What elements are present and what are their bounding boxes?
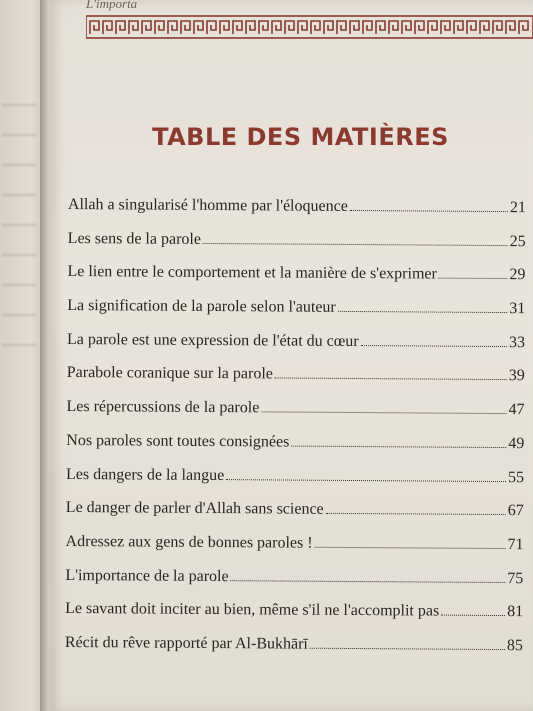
toc-entry (65, 567, 527, 604)
key-motif (259, 21, 268, 34)
toc-entry-label: L'importance de la parole (65, 566, 229, 585)
key-motif (467, 21, 476, 34)
toc-entry-page-number: 33 (508, 333, 526, 351)
toc-entry (65, 634, 527, 671)
key-motif (493, 21, 502, 34)
dot-leader (231, 580, 506, 583)
dot-leader (291, 445, 506, 448)
key-motif (415, 21, 424, 34)
dot-leader (275, 378, 507, 381)
toc-entry (66, 499, 528, 536)
key-motif (402, 21, 411, 34)
key-motif (272, 21, 281, 34)
toc-entry-label: Les dangers de la langue (65, 465, 225, 484)
toc-entry (66, 432, 528, 469)
greek-key-border (86, 13, 533, 41)
toc-entry-page-number: 29 (509, 266, 526, 284)
dot-leader (315, 547, 506, 549)
toc-entry-page-number: 47 (508, 401, 525, 419)
toc-entry-page-number: 21 (509, 199, 526, 217)
toc-entry-label: Le danger de parler d'Allah sans science (65, 499, 324, 518)
dot-leader (326, 513, 506, 515)
toc-entry-label: Adressez aux gens de bonnes paroles ! (65, 532, 313, 552)
toc-entry-page-number: 49 (508, 434, 525, 453)
key-motif (90, 21, 99, 34)
key-motif (311, 21, 320, 34)
running-head: L'importa (86, 0, 138, 11)
toc-entry (65, 600, 527, 637)
toc-entry-label: Les répercussions de la parole (66, 398, 260, 417)
key-motif (363, 21, 372, 34)
dot-leader (203, 243, 508, 246)
toc-entry-page-number: 67 (507, 502, 524, 520)
key-motif (519, 21, 528, 34)
key-motif (129, 21, 138, 34)
key-motif (233, 21, 242, 34)
toc-entry (67, 331, 529, 368)
toc-entry-page-number: 31 (509, 300, 526, 318)
key-motif (350, 21, 359, 34)
dot-leader (226, 479, 506, 482)
key-motif (246, 21, 255, 34)
toc-entry (66, 465, 528, 502)
key-motif (285, 21, 294, 34)
key-motif (506, 21, 515, 34)
key-motif (376, 21, 385, 34)
toc-entry-page-number: 81 (507, 603, 524, 621)
dot-leader (439, 278, 508, 279)
facing-page-edge (0, 0, 44, 711)
toc-entry-label: Les sens de la parole (67, 229, 202, 248)
toc-entry-label: La signification de la parole selon l'auteur (67, 297, 336, 316)
toc-entry-page-number: 85 (506, 637, 523, 655)
key-motif (220, 21, 229, 34)
key-motif (168, 21, 177, 34)
key-motif (428, 21, 437, 34)
key-motif (116, 21, 125, 34)
toc-entry-label: Allah a singularisé l'homme par l'éloquence (67, 196, 348, 215)
key-motif (480, 21, 489, 34)
toc-entry-page-number: 75 (507, 569, 524, 587)
key-motif (389, 21, 398, 34)
key-motif (155, 21, 164, 34)
toc-entry-page-number: 39 (508, 367, 525, 385)
key-motif (324, 21, 333, 34)
key-motif (142, 21, 151, 34)
dot-leader (261, 411, 506, 414)
key-motif (441, 21, 450, 34)
dot-leader (361, 345, 507, 347)
toc-entry (68, 230, 530, 267)
dot-leader (338, 311, 507, 313)
key-motif (207, 21, 216, 34)
toc-entry-page-number: 25 (509, 232, 526, 250)
toc-entry (65, 533, 527, 570)
toc-entry-label: Le lien entre le comportement et la manière de s'exprimer (67, 263, 437, 283)
toc-entry-page-number: 71 (507, 535, 524, 554)
toc-entry (67, 297, 529, 334)
toc-entry (68, 196, 530, 233)
toc-entry-label: Nos paroles sont toutes consignées (66, 431, 290, 451)
toc-entry-label: Parabole coranique sur la parole (66, 364, 273, 383)
key-motif (298, 21, 307, 34)
toc-entry-page-number: 55 (507, 468, 525, 486)
dot-leader (310, 648, 505, 650)
toc-entry-label: Récit du rêve rapporté par Al-Bukhārī (64, 633, 308, 653)
key-motif (194, 21, 203, 34)
key-motif (103, 21, 112, 34)
page-title: TABLE DES MATIÈRES (152, 123, 449, 151)
table-of-contents (65, 196, 530, 671)
toc-entry (67, 364, 529, 401)
key-motif (337, 21, 346, 34)
dot-leader (350, 210, 508, 212)
key-motif (181, 21, 190, 34)
toc-entry (67, 263, 529, 300)
key-motif (454, 21, 463, 34)
toc-entry-label: La parole est une expression de l'état du cœur (66, 330, 359, 350)
toc-entry (66, 398, 528, 435)
toc-entry-label: Le savant doit inciter au bien, même s'il ne l'accomplit pas (65, 600, 440, 620)
dot-leader (441, 615, 505, 616)
